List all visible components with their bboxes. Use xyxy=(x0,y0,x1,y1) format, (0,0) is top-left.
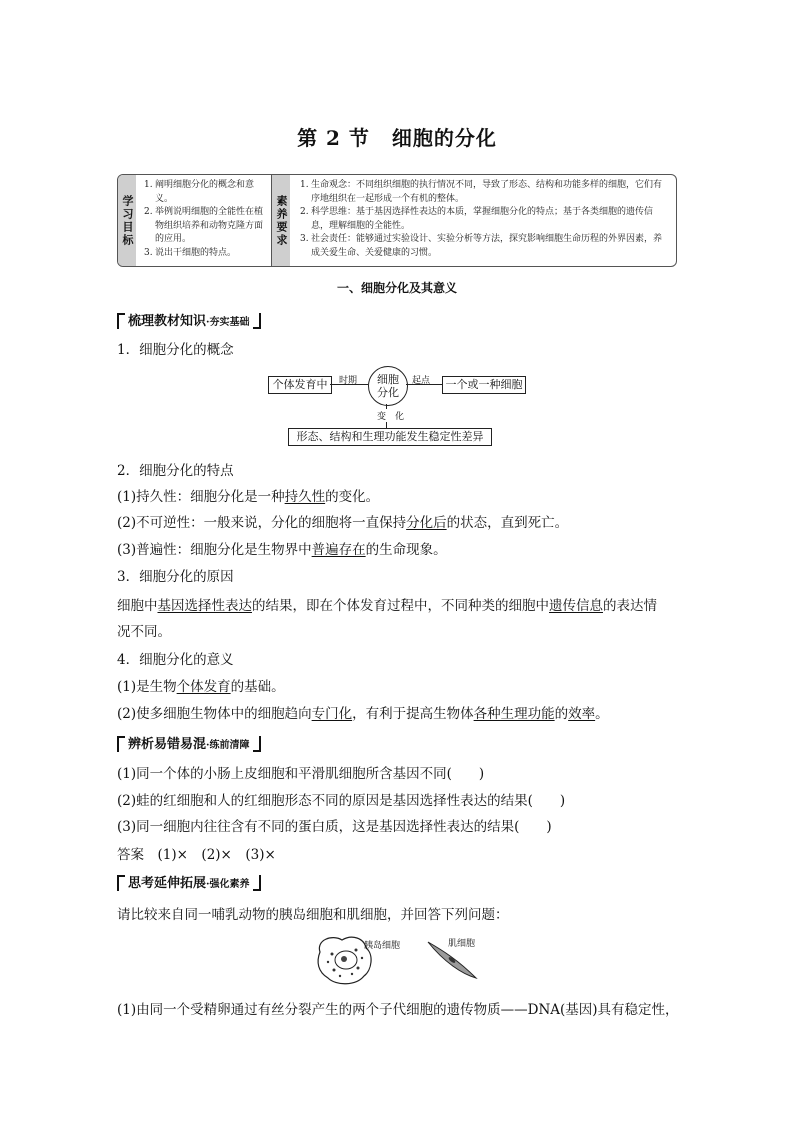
diagram-center-circle: 细胞分化 xyxy=(368,366,408,406)
diagram-left-link: 时期 xyxy=(339,376,358,386)
diagram-bottom-box: 形态、结构和生理功能发生稳定性差异 xyxy=(288,428,492,446)
cause-text: 细胞中基因选择性表达的结果，即在个体发育过程中，不同种类的细胞中遗传信息的表达情 xyxy=(117,598,657,614)
meaning-item: (1)是生物个体发育的基础。 xyxy=(117,679,285,695)
feature-item: (1)持久性：细胞分化是一种持久性的变化。 xyxy=(117,489,380,505)
features-heading: 2．细胞分化的特点 xyxy=(117,463,234,479)
answer-line: 答案 (1)× (2)× (3)× xyxy=(117,847,276,863)
diagram-bottom-link: 变 化 xyxy=(376,409,405,422)
literacy-item: 2. 科学思维：基于基因选择性表达的本质，掌握细胞分化的特点；基于各类细胞的遗传信息，理解细胞的全能性。 xyxy=(300,207,654,231)
section-heading: 一、细胞分化及其意义 xyxy=(336,281,457,295)
page-title xyxy=(0,122,794,151)
cause-text-cont: 况不同。 xyxy=(117,624,171,640)
meaning-item: (2)使多细胞生物体中的细胞趋向专门化，有利于提高生物体各种生理功能的效率。 xyxy=(117,706,609,722)
literacy-item: 1. 生命观念：不同组织细胞的执行情况不同，导致了形态、结构和功能多样的细胞，它们有序地组织在一起形成一个有机的整体。 xyxy=(300,180,663,204)
banner-think: 思考延伸拓展·强化素养 xyxy=(117,872,261,891)
objectives-box xyxy=(117,174,677,267)
cause-heading: 3．细胞分化的原因 xyxy=(117,569,234,585)
literacy-list xyxy=(300,179,670,260)
concept-heading: 1．细胞分化的概念 xyxy=(117,342,234,358)
section-name: 细胞的分化 xyxy=(391,126,497,150)
diagram-right-box: 一个或一种细胞 xyxy=(442,376,526,394)
think-question-1: (1)由同一个受精卵通过有丝分裂产生的两个子代细胞的遗传物质——DNA(基因)具有稳定性， xyxy=(117,1002,679,1018)
literacy-item: 3. 社会责任：能够通过实验设计、实验分析等方法，探究影响细胞生命历程的外界因素，养成关爱生命、关爱健康的习惯。 xyxy=(300,234,663,258)
muscle-cell-label: 肌细胞 xyxy=(448,939,476,949)
study-goal-item: 2. 举例说明细胞的全能性在植物组织培养和动物克隆方面的应用。 xyxy=(144,207,264,244)
study-goals-label: 学习目标 xyxy=(118,175,136,266)
judge-item: (1)同一个体的小肠上皮细胞和平滑肌细胞所含基因不同( ) xyxy=(117,766,485,782)
feature-item: (3)普遍性：细胞分化是生物界中普遍存在的生命现象。 xyxy=(117,542,447,558)
section-number: 第 2 节 xyxy=(297,126,370,150)
judge-item: (2)蛙的红细胞和人的红细胞形态不同的原因是基因选择性表达的结果( ) xyxy=(117,793,566,809)
banner-textbook: 梳理教材知识·夯实基础 xyxy=(117,310,261,329)
meaning-heading: 4．细胞分化的意义 xyxy=(117,652,234,668)
diagram-right-link: 起点 xyxy=(412,376,431,386)
banner-judge: 辨析易错易混·练前清障 xyxy=(117,733,261,752)
study-goals-list xyxy=(144,179,268,260)
think-intro: 请比较来自同一哺乳动物的胰岛细胞和肌细胞，并回答下列问题： xyxy=(117,907,509,923)
study-goal-item: 1. 阐明细胞分化的概念和意义。 xyxy=(144,180,255,204)
feature-item: (2)不可逆性：一般来说，分化的细胞将一直保持分化后的状态，直到死亡。 xyxy=(117,515,569,531)
judge-item: (3)同一细胞内往往含有不同的蛋白质，这是基因选择性表达的结果( ) xyxy=(117,819,552,835)
islet-cell-label: 胰岛细胞 xyxy=(364,941,401,951)
diagram-left-box: 个体发育中 xyxy=(268,376,332,394)
literacy-label: 素养要求 xyxy=(272,175,290,266)
study-goal-item: 3. 说出干细胞的特点。 xyxy=(144,247,237,258)
